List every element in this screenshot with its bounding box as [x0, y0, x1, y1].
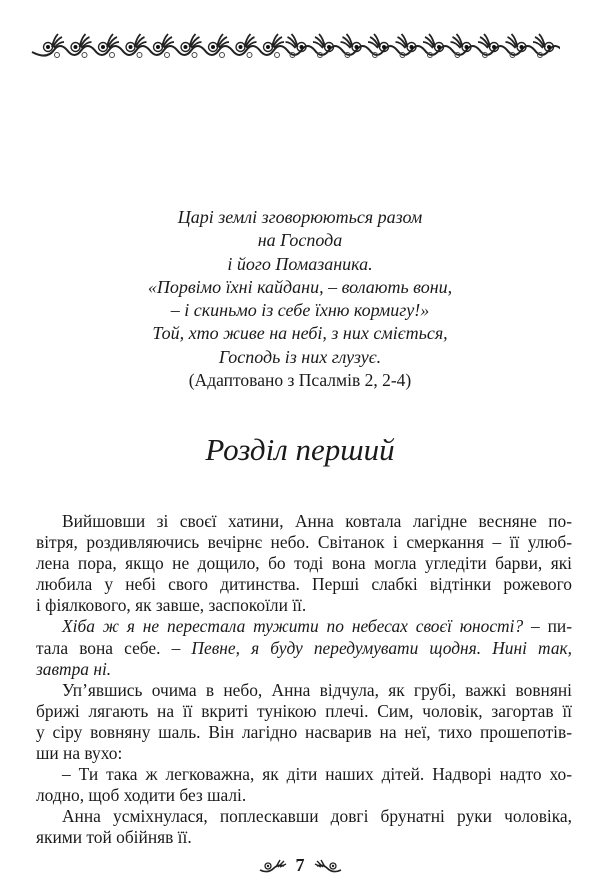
text-line [36, 827, 572, 848]
epigraph-line: «Порвімо їхні кайдани, – волають вони, [147, 276, 453, 297]
italic-text: Хіба ж я не перестала тужити по небесах своєї юності? [62, 616, 524, 637]
text-line [36, 806, 572, 827]
text: тала вона себе. – [36, 637, 192, 658]
text-line [36, 659, 572, 680]
text: у сіру вовняну шаль. Він лагідно насварив на неї, тихо прошепотів- [36, 721, 572, 742]
paragraph [36, 616, 572, 679]
text: якими той обійняв її. [36, 827, 192, 848]
text: і фіялкового, як завше, заспокоїли її. [36, 595, 307, 616]
text-line [36, 722, 572, 743]
paragraph [36, 680, 572, 764]
text: любила у небі свого дитинства. Перші слабкі відтінки рожевого [36, 574, 572, 595]
italic-text: Певне, я буду передумувати щодня. Нині так, [191, 637, 572, 658]
text-line [36, 511, 572, 532]
epigraph-line: Господь із них глузує. [218, 346, 382, 367]
text: Вийшовши зі своєї хатини, Анна ковтала лагідне весняне по- [62, 511, 572, 531]
paragraph [36, 764, 572, 806]
chapter-body [36, 511, 572, 849]
text-line [36, 532, 572, 553]
italic-text: завтра ні. [36, 658, 112, 679]
text: Уп’явшись очима в небо, Анна відчула, як грубі, важкі вовняні [62, 679, 572, 700]
epigraph-line: і його Помазаника. [227, 253, 373, 274]
paragraph [36, 806, 572, 848]
text: – Ти така ж легковажна, як діти наших дітей. Надворі надто хо- [62, 764, 572, 785]
epigraph-line: Той, хто живе на небі, з них сміється, [152, 323, 448, 344]
text: – пи- [523, 616, 572, 637]
text: лодно, щоб ходити без шалі. [36, 785, 247, 806]
text-line [36, 595, 572, 616]
epigraph-source: (Адаптовано з Псалмів 2, 2-4) [188, 370, 412, 391]
text-line [36, 680, 572, 701]
text-line [36, 616, 572, 637]
text-line [36, 764, 572, 785]
epigraph [0, 206, 600, 392]
right-flourish-icon [313, 858, 343, 874]
chapter-title: Розділ перший [205, 432, 395, 467]
epigraph-line: на Господа [257, 230, 343, 251]
epigraph-line: Царі землі зговорюються разом [177, 207, 423, 227]
text-line [36, 553, 572, 574]
text: Анна усміхнулася, поплескавши довгі брунатні руки чоловіка, [62, 806, 572, 827]
text-line [36, 638, 572, 659]
text: брижі лягають на її вкриті тунікою плечі. Сим, чоловік, загортав її [36, 700, 572, 721]
text-line [36, 701, 572, 722]
text-line [36, 743, 572, 764]
paragraph [36, 511, 572, 616]
page-number: 7 [295, 855, 305, 875]
text: ши на вухо: [36, 743, 123, 764]
page-footer [0, 855, 600, 876]
left-flourish-icon [258, 858, 288, 874]
text: вітря, роздивляючись вечірнє небо. Світанок і смеркання – її улюб- [36, 532, 572, 553]
text-line [36, 574, 572, 595]
text-line [36, 785, 572, 806]
epigraph-line: – і скиньмо із себе їхню кормигу!» [170, 300, 430, 321]
text: лена пора, якщо не дощило, бо тоді вона могла угледіти барви, які [36, 553, 572, 574]
decorative-border-ornament-icon [30, 30, 560, 60]
